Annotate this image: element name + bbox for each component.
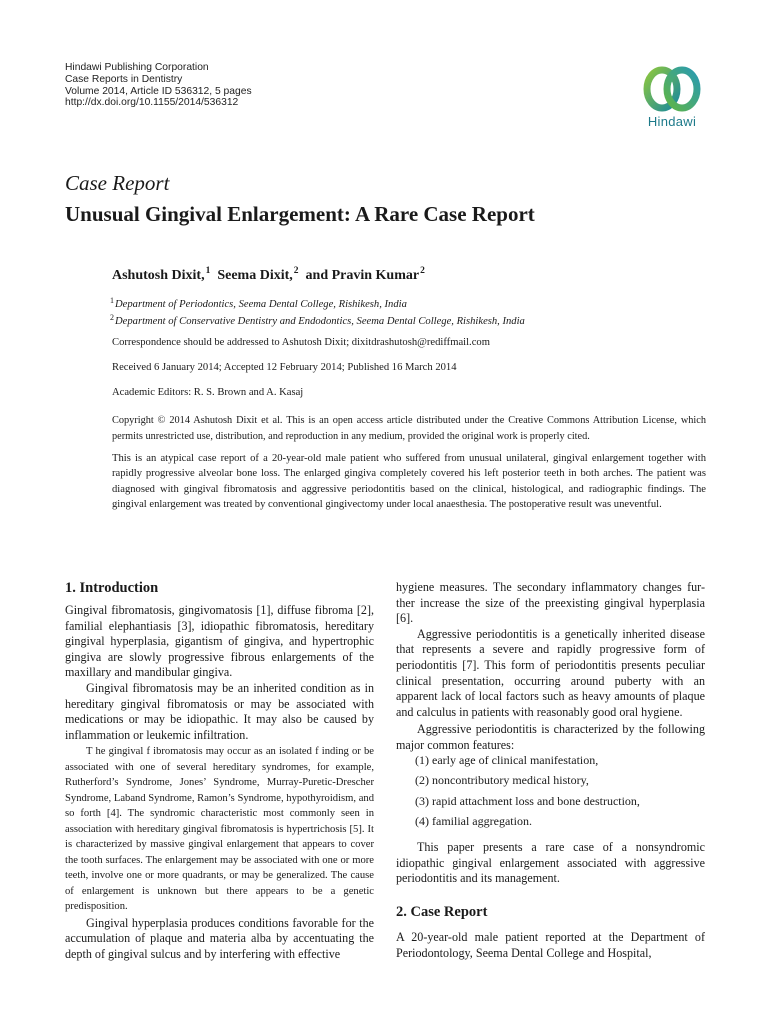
author-name: and Pravin Kumar — [305, 268, 420, 283]
right-column-body — [396, 580, 705, 754]
publisher-name: Hindawi Publishing Corporation — [65, 62, 209, 73]
abstract: This is an atypical case report of a 20-year-old male patient who suffered from unusual unilateral, gingival enlargement together with rapidly progressive alveolar bone loss. The enlarged gingiva completely covered his left posterior teeth in both arches. The patient was diagnosed with gingival fibromatosis and aggressive periodontitis based on the clinical, histological, and radiographic findings. The gingival enlargement was treated by conventional gingivectomy under local anaesthesia. The postoperative result was uneventful. — [112, 453, 706, 511]
publication-info — [65, 62, 252, 109]
affiliation — [110, 296, 407, 310]
affiliation-number: 2 — [110, 313, 114, 322]
paragraph: Gingival hyperplasia produces conditions favorable for the accumulation of plaque and materia alba by accentuating the depth of gingival sulcus and by interfering with effective — [65, 915, 374, 962]
article-type: Case Report — [65, 171, 170, 195]
affiliation-text: Department of Conservative Dentistry and Endodontics, Seema Dental College, Rishikesh, India — [115, 316, 525, 327]
paragraph: A 20-year-old male patient reported at the Department of Periodontology, Seema Dental College and Hospital, — [396, 930, 705, 960]
article-title: Unusual Gingival Enlargement: A Rare Case Report — [65, 202, 535, 226]
academic-editors: Academic Editors: R. S. Brown and A. Kasaj — [112, 387, 304, 398]
feature-list-item: (4) familial aggregation. — [415, 814, 532, 828]
paragraph: This paper presents a rare case of a nonsyndromic idiopathic gingival enlargement associated with aggressive periodontitis and its management. — [396, 840, 705, 886]
volume-info: Volume 2014, Article ID 536312, 5 pages — [65, 85, 252, 97]
affiliation — [110, 313, 525, 327]
paragraph: Aggressive periodontitis is a genetically inherited disease that represents a severe and rapidly progressive form of periodontitis [7]. This form of periodontitis presents peculiar clinical presentation, occurring around puberty with an apparent lack of local factors such as heavy amounts of plaque and calculus in patients with reasonably good oral hygiene. — [396, 626, 705, 719]
affiliation-number: 1 — [110, 296, 114, 305]
paragraph: Gingival fibromatosis, gingivomatosis [1], diffuse fibroma [2], familial elephantiasis [3], idiopathic fibromatosis, hereditary gingival hyperplasia, gigantism of gingiva, and hypertrophic gingiva are slowly progressive fibrous enlargements of the maxillary and mandibular gingiva. — [65, 603, 374, 680]
author-list — [112, 266, 425, 284]
left-column-body — [65, 603, 374, 963]
journal-name: Case Reports in Dentistry — [65, 73, 183, 85]
author-name: Seema Dixit, — [217, 268, 293, 283]
author-affiliation-marker: 2 — [293, 266, 299, 276]
copyright-notice: Copyright © 2014 Ashutosh Dixit et al. This is an open access article distributed under the Creative Commons Attribution License, which permits unrestricted use, distribution, and reproduction in any medium, provided the original work is properly cited. — [112, 415, 706, 442]
article-dates: Received 6 January 2014; Accepted 12 February 2014; Published 16 March 2014 — [112, 362, 457, 373]
author-affiliation-marker: 2 — [420, 266, 425, 276]
feature-list-item: (1) early age of clinical manifestation, — [415, 753, 599, 767]
paragraph: T he gingival f ibromatosis may occur as an isolated f inding or be associated with one of several hereditary syndromes, for example, Rutherford’s Syndrome, Jones’ Syndrome, Murray-Puretic-Drescher Syndrome, Laband Syndrome, Ramon’s Syndrome, hypothyroidism, and so forth [4]. The syndromic characteristic most commonly seen in association with hereditary gingival fibromatosis is hypertrichosis [5]. It is characterized by massive gingival enlargement that appears to cover the tooth surfaces. The enlargement may be associated with one or more teeth, involve one or more quadrants, or may be generalized. The cause of enlargement is unknown but there appears to be a genetic predisposition. — [65, 746, 374, 913]
feature-list-item: (3) rapid attachment loss and bone destruction, — [415, 794, 640, 808]
paragraph: Aggressive periodontitis is characterized by the following major common features: — [396, 722, 705, 752]
paragraph: Gingival fibromatosis may be an inherited condition as in hereditary gingival fibromatosis or may be associated with medications or may be idiopathic. It may also be caused by inflammation or leukemic infiltration. — [65, 680, 374, 742]
section-heading-case-report: 2. Case Report — [396, 904, 488, 920]
doi-link[interactable]: http://dx.doi.org/10.1155/2014/536312 — [65, 97, 239, 109]
author-affiliation-marker: 1 — [205, 266, 211, 276]
logo-text: Hindawi — [647, 114, 697, 129]
feature-list-item: (2) noncontributory medical history, — [415, 773, 589, 787]
paragraph: hygiene measures. The secondary inflammatory changes fur-ther increase the size of the preexisting gingival hyperplasia [6]. — [396, 580, 705, 626]
correspondence: Correspondence should be addressed to Ashutosh Dixit; dixitdrashutosh@rediffmail.com — [112, 337, 490, 348]
author-name: Ashutosh Dixit, — [112, 268, 205, 283]
affiliation-text: Department of Periodontics, Seema Dental College, Rishikesh, India — [115, 299, 407, 310]
section-heading-introduction: 1. Introduction — [65, 580, 159, 596]
